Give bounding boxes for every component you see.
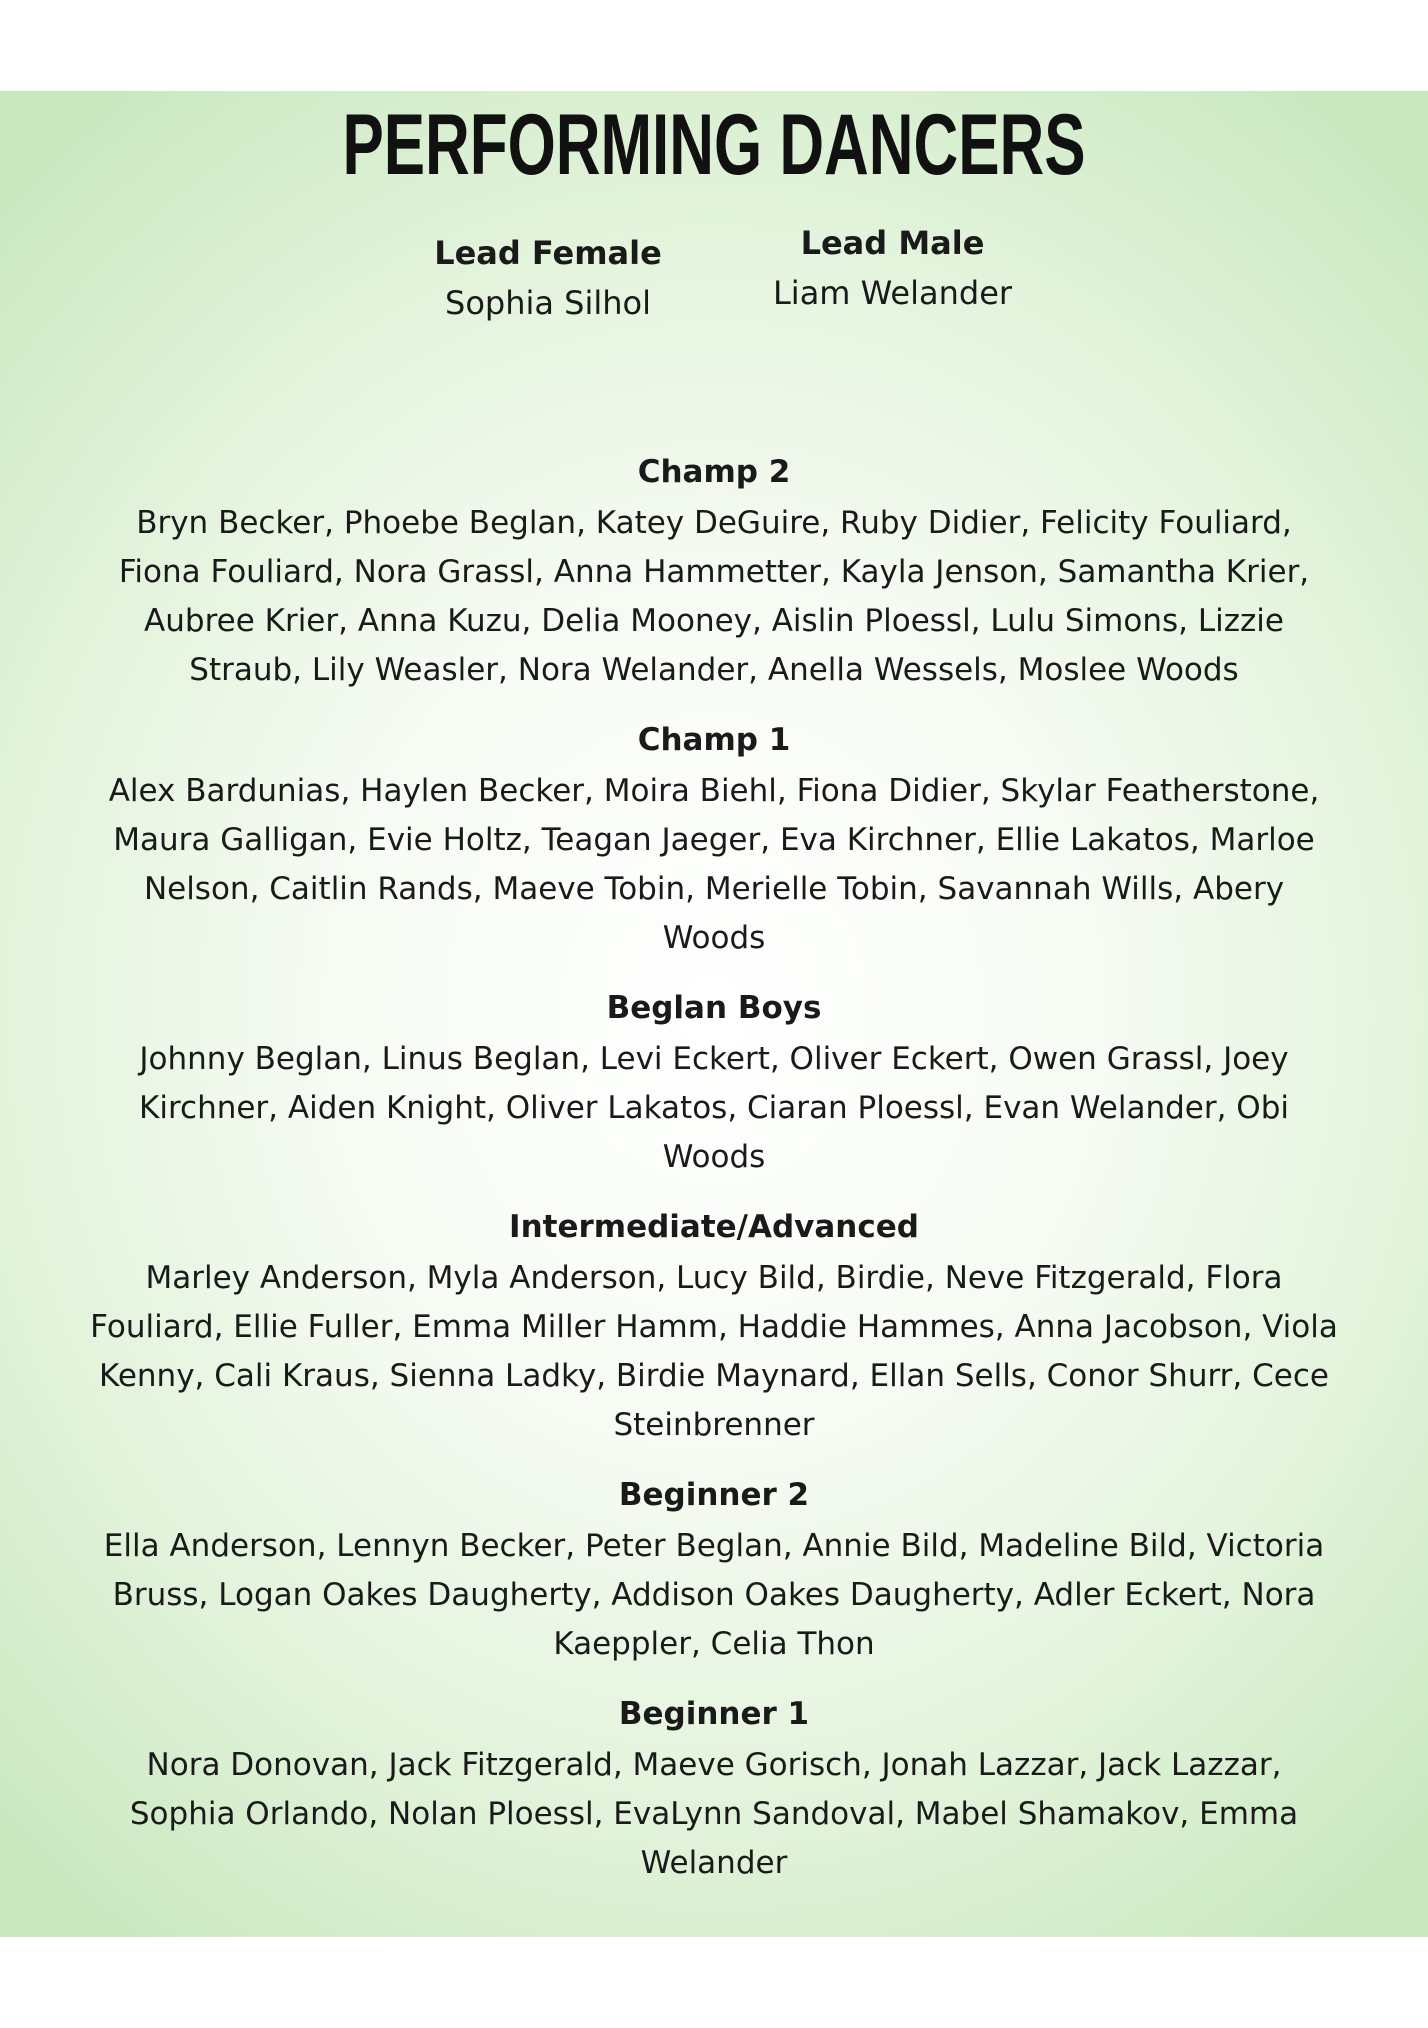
- section-beginner-2: [90, 1472, 1338, 1669]
- section-names: Nora Donovan, Jack Fitzgerald, Maeve Gorisch, Jonah Lazzar, Jack Lazzar, Sophia Orlando, Nolan Ploessl, EvaLynn Sandoval, Mabel Shamakov, Emma Welander: [129, 1747, 1299, 1881]
- section-intermediate-advanced: [90, 1204, 1338, 1450]
- section-heading: Beglan Boys: [606, 990, 822, 1026]
- lead-male-label: Lead Male: [800, 224, 985, 262]
- section-names: Alex Bardunias, Haylen Becker, Moira Biehl, Fiona Didier, Skylar Featherstone, Maura Galligan, Evie Holtz, Teagan Jaeger, Eva Kirchner, Ellie Lakatos, Marloe Nelson, Caitlin Rands, Maeve Tobin, Merielle Tobin, Savannah Wills, Abery Woods: [108, 773, 1320, 956]
- section-heading: Champ 2: [637, 454, 791, 490]
- section-names: Bryn Becker, Phoebe Beglan, Katey DeGuire, Ruby Didier, Felicity Fouliard, Fiona Fouliard, Nora Grassl, Anna Hammetter, Kayla Jenson, Samantha Krier, Aubree Krier, Anna Kuzu, Delia Mooney, Aislin Ploessl, Lulu Simons, Lizzie Straub, Lily Weasler, Nora Welander, Anella Wessels, Moslee Woods: [118, 505, 1310, 688]
- section-beginner-1: [90, 1691, 1338, 1888]
- lead-female-block: [408, 229, 688, 327]
- section-heading: Champ 1: [637, 722, 791, 758]
- page-title: PERFORMING DANCERS: [342, 97, 1086, 193]
- section-heading: Beginner 2: [618, 1477, 810, 1513]
- section-champ-2: [90, 449, 1338, 695]
- section-names: Marley Anderson, Myla Anderson, Lucy Bild, Birdie, Neve Fitzgerald, Flora Fouliard, Ellie Fuller, Emma Miller Hamm, Haddie Hammes, Anna Jacobson, Viola Kenny, Cali Kraus, Sienna Ladky, Birdie Maynard, Ellan Sells, Conor Shurr, Cece Steinbrenner: [90, 1260, 1338, 1443]
- dancer-sections: [90, 449, 1338, 1910]
- lead-female-name: Sophia Silhol: [445, 284, 651, 322]
- section-beglan-boys: [90, 985, 1338, 1182]
- section-heading: Intermediate/Advanced: [509, 1209, 919, 1245]
- lead-female-label: Lead Female: [434, 234, 662, 272]
- section-heading: Beginner 1: [618, 1696, 810, 1732]
- lead-male-name: Liam Welander: [772, 274, 1013, 312]
- section-names: Ella Anderson, Lennyn Becker, Peter Beglan, Annie Bild, Madeline Bild, Victoria Bruss, Logan Oakes Daugherty, Addison Oakes Daugherty, Adler Eckert, Nora Kaeppler, Celia Thon: [103, 1528, 1325, 1662]
- section-names: Johnny Beglan, Linus Beglan, Levi Eckert, Oliver Eckert, Owen Grassl, Joey Kirchner, Aiden Knight, Oliver Lakatos, Ciaran Ploessl, Evan Welander, Obi Woods: [139, 1041, 1289, 1175]
- lead-male-block: [745, 219, 1040, 317]
- section-champ-1: [90, 717, 1338, 963]
